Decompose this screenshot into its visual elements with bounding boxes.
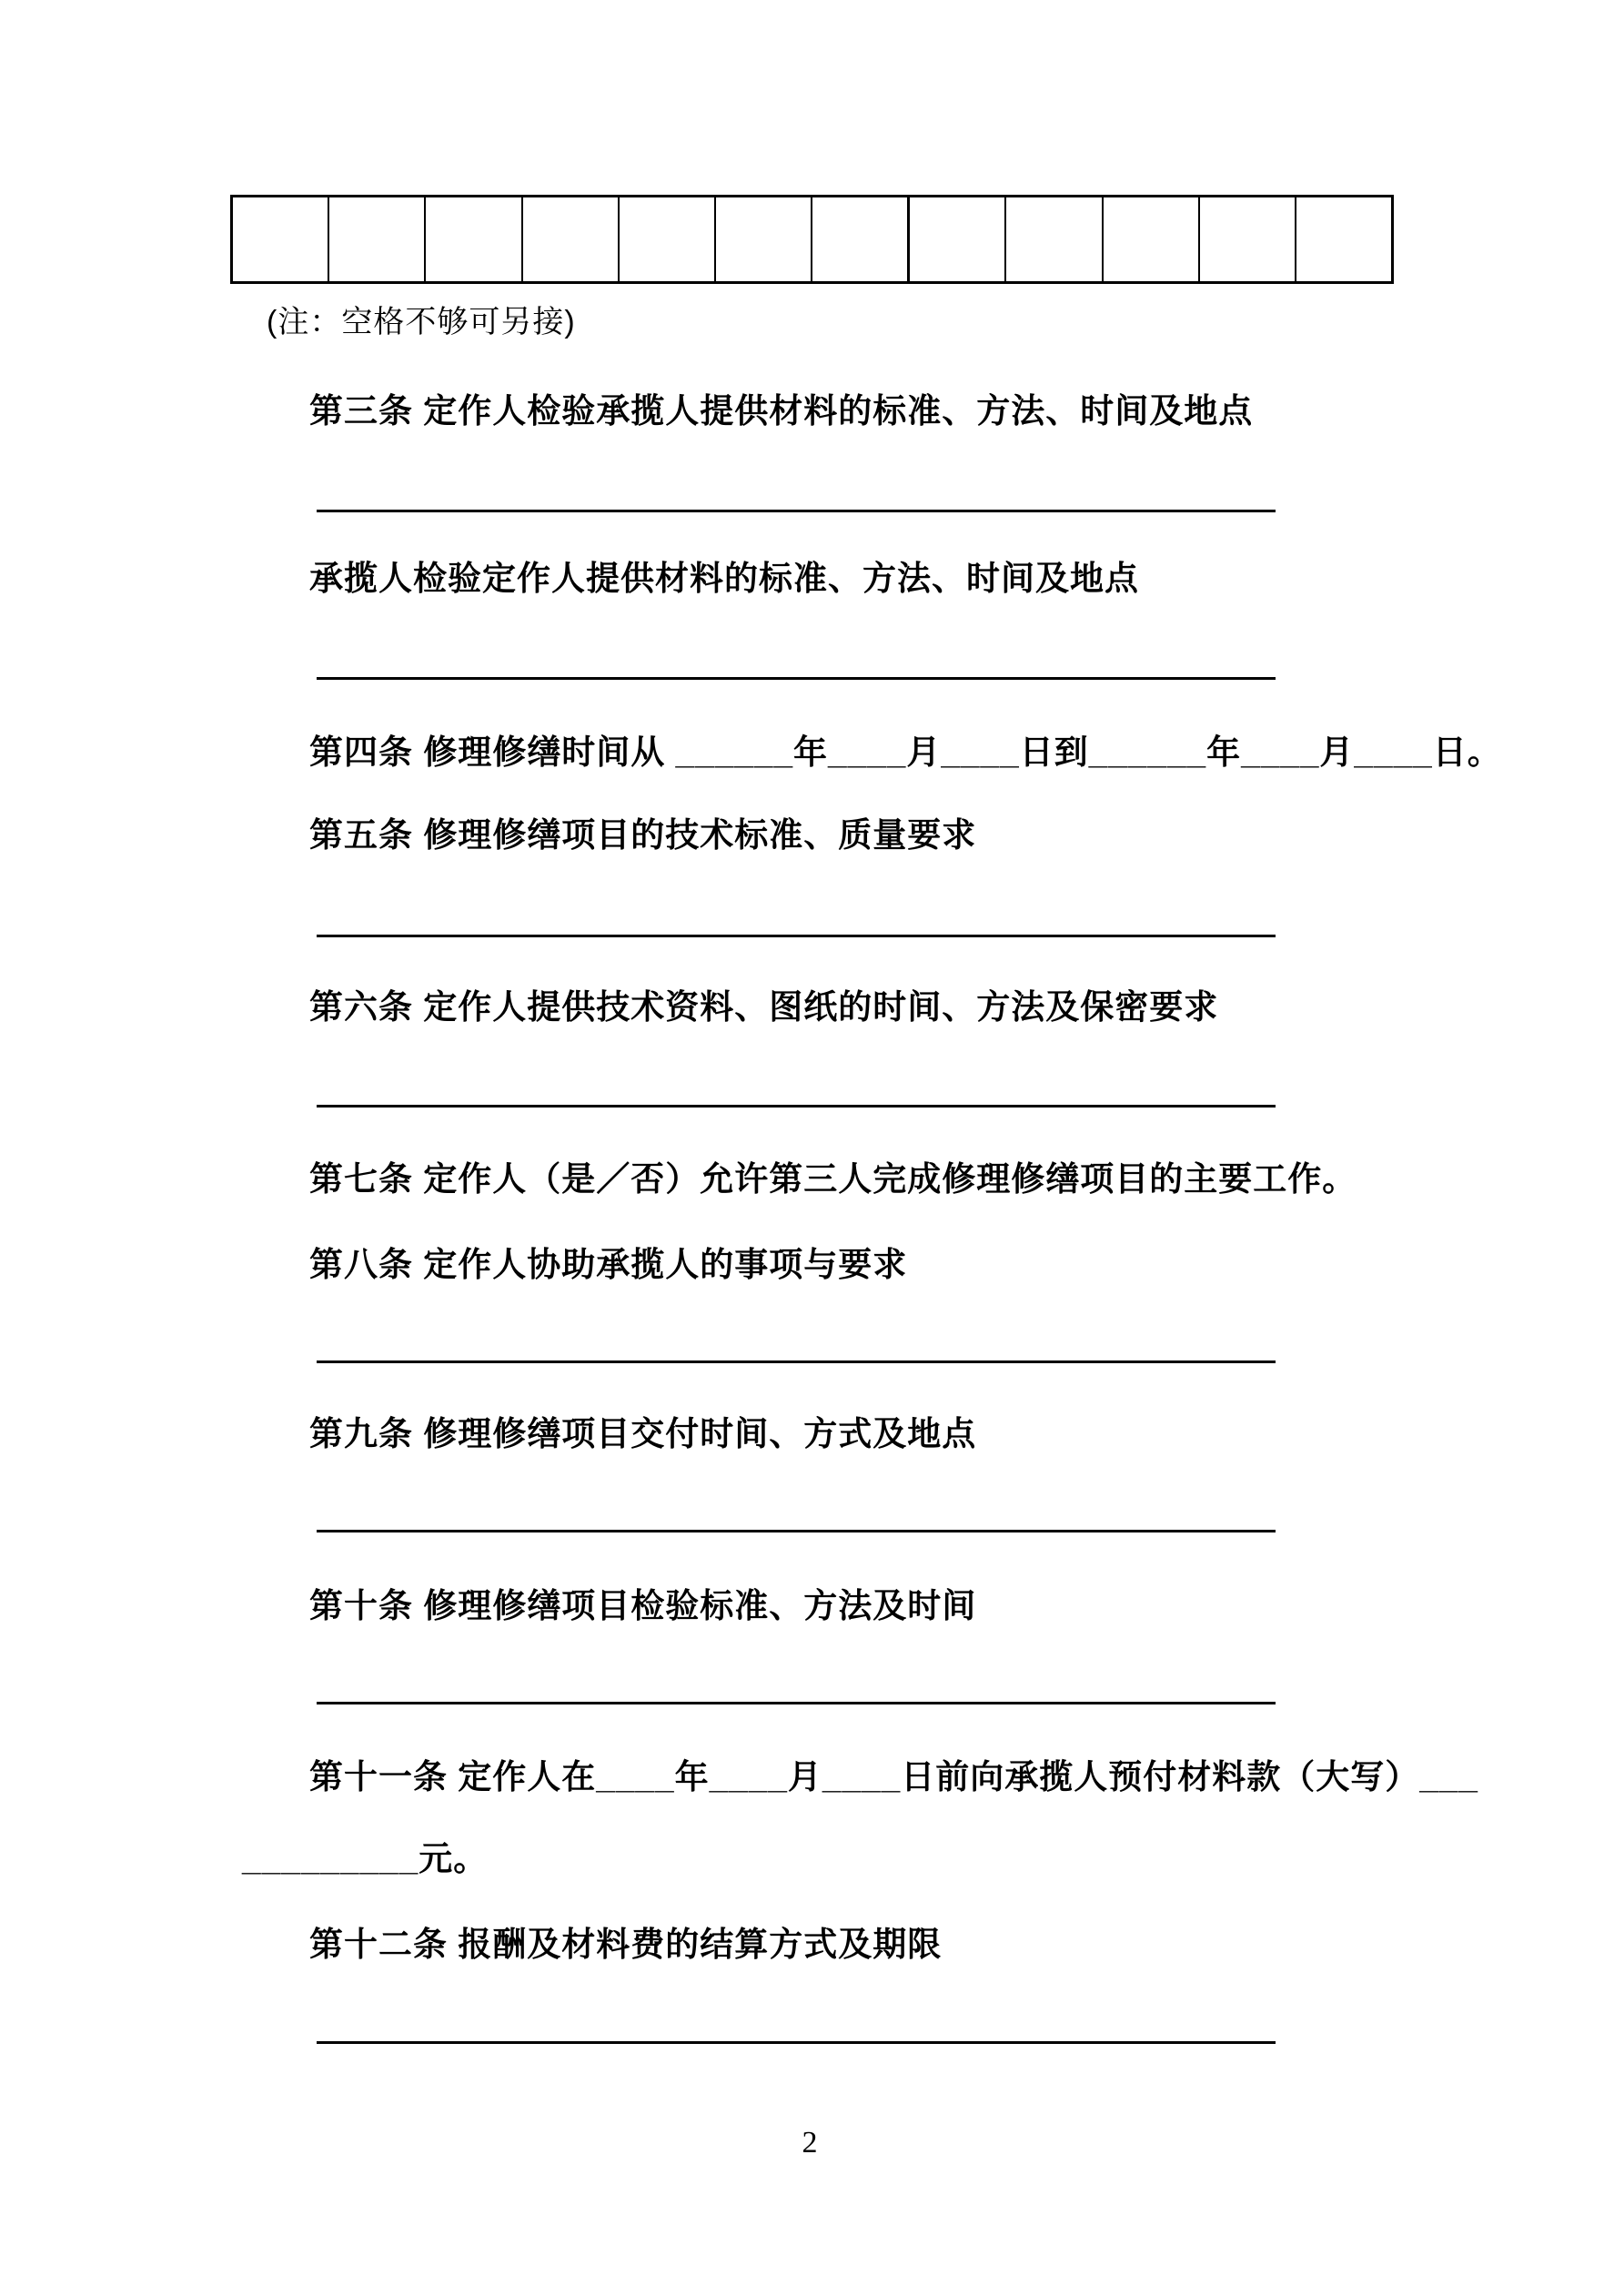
table-cell[interactable] — [1004, 197, 1101, 281]
blank-line-4[interactable] — [317, 1105, 1276, 1108]
blank-line-3[interactable] — [317, 935, 1276, 937]
table-cell[interactable] — [618, 197, 714, 281]
page-number: 2 — [802, 2126, 818, 2159]
table-cell[interactable] — [521, 197, 618, 281]
clause-11-cont-line: _________元。 — [242, 1840, 489, 1877]
clause-10-line: 第十条 修理修缮项目检验标准、方法及时间 — [309, 1587, 977, 1624]
table-cell[interactable] — [424, 197, 520, 281]
clause-8-line: 第八条 定作人协助承揽人的事项与要求 — [309, 1246, 908, 1283]
blank-line-5[interactable] — [317, 1360, 1276, 1363]
table-cell[interactable] — [1198, 197, 1295, 281]
clause-4-line: 第四条 修理修缮时间从 ______年____月____日到______年____月____日。 — [309, 733, 1502, 771]
blank-line-2[interactable] — [317, 677, 1276, 680]
clause-9-line: 第九条 修理修缮项目交付时间、方式及地点 — [309, 1415, 977, 1452]
table-cell[interactable] — [811, 197, 907, 281]
table-cell[interactable] — [907, 197, 1004, 281]
table-cell[interactable] — [1102, 197, 1198, 281]
table-cell[interactable] — [233, 197, 328, 281]
blank-line-8[interactable] — [317, 2041, 1276, 2044]
clause-11-line: 第十一条 定作人在____年____月____日前向承揽人预付材料款（大写）___ — [309, 1758, 1478, 1795]
blank-line-7[interactable] — [317, 1702, 1276, 1704]
table-cell[interactable] — [328, 197, 424, 281]
clause-5-line: 第五条 修理修缮项目的技术标准、质量要求 — [309, 816, 977, 854]
table-cell[interactable] — [1295, 197, 1391, 281]
clause-6-line: 第六条 定作人提供技术资料、图纸的时间、方法及保密要求 — [309, 988, 1219, 1026]
clause-12-line: 第十二条 报酬及材料费的结算方式及期限 — [309, 1926, 943, 1963]
clause-3-line: 第三条 定作人检验承揽人提供材料的标准、方法、时间及地点 — [309, 392, 1254, 430]
fill-in-table — [230, 195, 1394, 284]
clause-7-line: 第七条 定作人（是／否）允许第三人完成修理修缮项目的主要工作。 — [309, 1160, 1357, 1198]
note-text: (注：空格不够可另接) — [267, 305, 576, 339]
table-cell[interactable] — [714, 197, 811, 281]
blank-line-6[interactable] — [317, 1530, 1276, 1532]
blank-line-1[interactable] — [317, 510, 1276, 512]
clause-3-cont-line: 承揽人检验定作人提供材料的标准、方法、时间及地点 — [309, 560, 1139, 597]
